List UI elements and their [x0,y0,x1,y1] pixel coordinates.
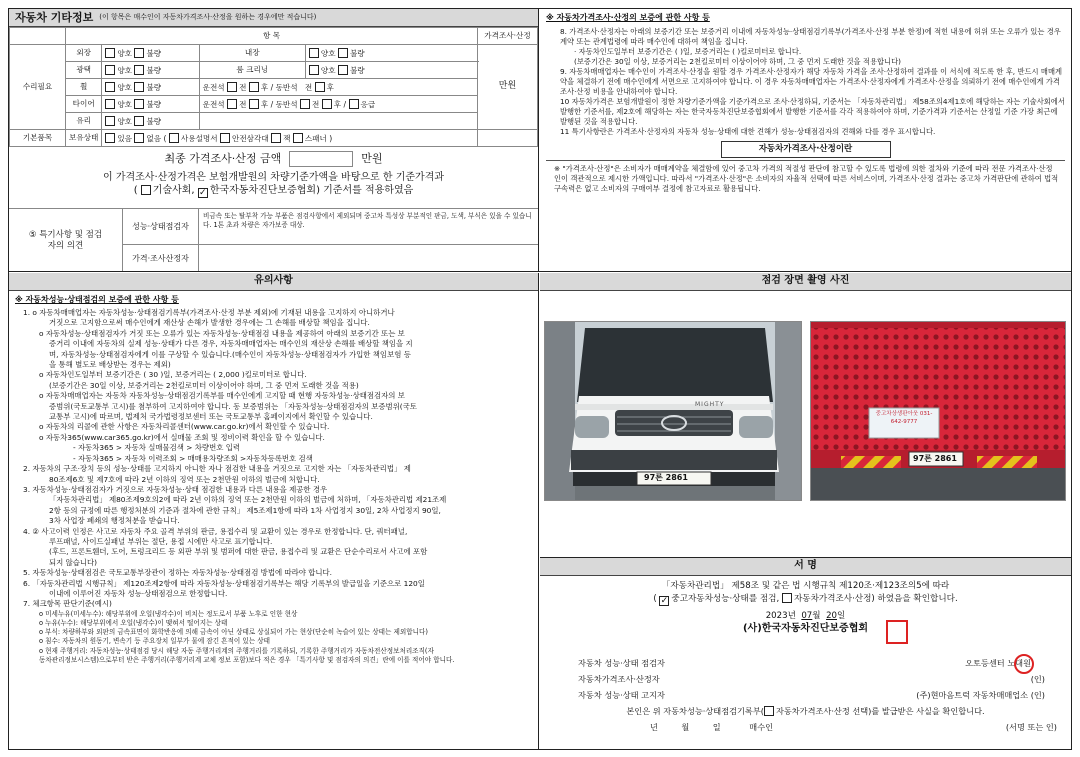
law-line: 「자동차관리법」 제58조 및 같은 법 시행규칙 제120조·제123조의5에 따라 [661,581,950,591]
rear-sign-text: 중고차상생판아웃 031-642-9777 [875,411,933,425]
notes-line: o 자동차성능·상태점검자가 거짓 또는 오류가 있는 자동차성능·상태점검 내용을 제공하여 아래의 보증기간 또는 보 [39,328,405,338]
repair-needed-label: 수리필요 [10,45,66,130]
clause-11: 11 특기사항란은 가격조사·산정자의 자동차 성능·상태에 대한 견해가 성능·상태점검자의 견해와 다를 경우 표시합니다. [560,127,936,136]
clause-8: 8. 가격조사·산정자는 아래의 보증기간 또는 보증거리 이내에 자동차성능·상태점검기록부(가격조사·산정 부분 한정)에 적힌 내용에 허위 또는 오류가 있는 경우 계약 또는 관계법령에 따라 매수인에 대하여 책임을 집니다. [560,27,1061,46]
front-plate-text: 97론 2861 [644,473,688,482]
receipt-line: 본인은 위 자동차성능·상태점검기록부( 자동차가격조사·산정 선택)를 발급받은 사실을 확인합니다. [626,706,985,716]
notes-line: 80조제6호 및 제7호에 따라 2년 이하의 징역 또는 2천만원 이하의 벌금에 처합니다. [49,474,320,484]
rear-truck-photo [810,321,1066,501]
notes-heading: ※ 자동차성능·상태점검의 보증에 관한 사항 등 [15,295,179,304]
checkbox[interactable] [227,82,237,92]
notes-line: 7. 체크항목 판단기준(예시) [23,599,112,609]
notes-line: 교통부 고시)에 따르며, 법제처 국가법령정보센터 또는 국토교통부 홈페이지에서 확인할 수 있습니다. [49,412,373,422]
checkbox[interactable] [134,65,144,75]
section-title: 자동차 기타정보 [15,10,94,24]
final-price-unit: 만원 [361,152,383,166]
rear-plate-text: 97론 2861 [913,454,957,463]
checkbox[interactable] [293,133,303,143]
notes-line: (후드, 프론트휀더, 도어, 트렁크리드 등 외판 부위 및 범퍼에 대한 판금, 용접수리 및 교환은 단순수리로서 사고에 포함 [49,547,428,557]
basis-line2: ( 기술사회, ✓ 한국자동차진단보증협회) 기준서를 적용하였음 [133,184,414,198]
special-notes-block [9,209,538,271]
price-guarantee-section [540,9,1071,271]
performance-inspector-label: 성능·상태점검자 [123,209,199,244]
notes-line: 증거리 이내에 자동차의 실제 성능·상태가 다른 경우, 자동차매매업자는 매수인의 재산상 손해를 배상할 책임을 지 [49,339,413,349]
checkbox[interactable] [134,133,144,143]
notes-line: o 자동차365(www.car365.go.kr)에서 실매물 조회 및 정비이력 확인을 할 수 있습니다. [39,432,325,442]
checkbox-price[interactable] [782,593,792,603]
notes-line: 3. 자동차성능·상태점검자가 거짓으로 자동차성능·상태 점검한 내용과 다른 내용을 제공한 경우 [23,484,328,494]
notes-line: 루프패널, 사이드실패널 부위는 절단, 용접 시에만 사고로 표기합니다. [49,536,273,546]
notes-line: 증범위(국토교통부 고시)를 첨부하여 고지하여야 합니다. 동 보증범위는 「자동차성능·상태점검자의 보증범위(국토 [49,401,417,411]
checkbox[interactable] [227,99,237,109]
notifier-row: 자동차 성능·상태 고지자 (주)현마음트럭 자동차매매업소 (인) [578,690,1045,700]
clause-10: 10 자동차가격은 보험개발원이 정한 차량기준가액을 기준가격으로 조사·산정하되, 기준서는 「자동차관리법」 제58조의4제1호에 해당하는 자는 기술사회에서 발행한 기준서를, 제2호에 해당하는 자는 한국자동차진단보증협회에서 발행한 기준서를 각각 적용하여야 하며, 기준가격과 기준서는 산정일 기준 가장 최근에 발행된 것을 적용합니다. [560,97,1065,126]
issue-date: 2023년 07월 20일 [765,610,846,621]
notes-line: - 자동차365 > 자동차 실매물검색 > 차량번호 입력 [73,443,240,453]
price-definition-text: ※ "가격조사·산정"은 소비자가 매매계약을 체결함에 있어 중고차 가격의 적절성 판단에 참고할 수 있도록 법령에 의한 절차와 기준에 따라 전문 가격조사·산정인이 객관적으로 제시한 가액입니다. 따라서 "가격조사·산정"은 소비자의 자율적 선택에 따른 서비스이며, 가격조사·산정 결과는 중고차 가격판단에 관하여 법적 구속력은 없고 소비자의 구매여부 결정에 참고자료로 활용됩니다. [546,160,1065,194]
interior-options[interactable]: 양호 불량 [305,45,477,62]
checkbox[interactable] [105,99,115,109]
notes-criteria-list [15,610,532,665]
confirm-line: ( ✓ 중고자동차성능·상태를 점검, 자동차가격조사·산정) 하였음을 확인합니다. [653,593,958,606]
photos-title: 점검 장면 촬영 사진 [540,273,1071,291]
special-notes-label: ⑤ 특기사항 및 점검자의 의견 [9,209,123,271]
checkbox[interactable] [300,99,310,109]
checkbox[interactable] [322,99,332,109]
notes-line: 3차 사업장 폐쇄의 행정처분을 받습니다. [49,516,180,526]
notes-line: o 자동차매매업자는 자동차 자동차성능·상태점검기록부를 매수인에게 고지할 때 현행 자동차성능·상태점검자의 보 [39,391,405,401]
notes-line: 되지 않습니다) [49,557,98,567]
notes-line: 2항 등의 규정에 따른 행정처분의 기준과 절차에 관한 규칙」 제5조제1항에 따라 1차 사업정지 30일, 2차 사업정지 90일, [49,505,441,515]
checkbox-receipt[interactable] [764,706,774,716]
criteria-line: o 미세누유(미세누수): 해당부위에 오일(냉각수)이 비치는 정도로서 부품 노후로 인한 현상 [39,609,298,618]
notes-line: (보증기간은 30일 이상, 보증거리는 2천킬로미터 이상이어야 하며, 그 중 먼저 도래한 것을 적용) [49,380,359,390]
price-header: 가격조사·산정 [478,28,538,45]
gloss-label: 광택 [66,62,102,79]
tire-label: 타이어 [66,96,102,113]
checkbox[interactable] [338,65,348,75]
performance-inspector-note: 비금속 또는 탈부착 가능 부품은 점검사항에서 제외되며 중고차 특성상 부분적인 판금, 도색, 부식은 있을 수 있습니다. 1톤 초과 차량은 자가보증 대상. [203,212,532,229]
wheel-position[interactable]: 운전석 전 후 / 동반석 전 후 [199,79,477,96]
holding-options[interactable]: 있음 없음 ( 사용설명서 안전삼각대 잭 스패너 ) [102,130,478,147]
items-header: 항 목 [66,28,478,45]
notes-line: 5. 자동차성능·상태점검은 국토교통부장관이 정하는 자동차성능·상태점검 방법에 따라야 합니다. [23,568,332,578]
photos-section [540,273,1071,557]
criteria-line: o 부식: 차량하부와 외판의 금속표면이 화학반응에 의해 금속이 아닌 상태로 상실되어 가는 현상(단순히 녹슬어 있는 상태는 제외합니다) [39,628,428,637]
clause-9: 9. 자동차매매업자는 매수인이 가격조사·산정을 원할 경우 가격조사·산정자가 해당 자동차 가격을 조사·산정하여 결과를 이 서식에 적도록 한 후, 반드시 매매계약을 체결하기 전에 매수인에게 서면으로 고지하여야 합니다. 이 경우 자동차매매업자는 가격조사·산정자에게 가격조사·산정을 의뢰하기 전에 매수인에게 가격조사·산정 비용을 안내하여야 합니다. [560,67,1063,96]
checkbox[interactable] [349,99,359,109]
checkbox[interactable] [134,116,144,126]
checkbox[interactable] [220,133,230,143]
pricer-row: 자동차가격조사·산정자 (인) [578,674,1045,684]
checkbox[interactable] [105,65,115,75]
price-inspector-note [199,245,538,271]
price-guarantee-heading: ※ 자동차가격조사·산정의 보증에 관한 사항 등 [546,13,710,22]
checkbox[interactable] [271,133,281,143]
notes-list [15,308,532,610]
wheel-options[interactable]: 양호 불량 [102,79,199,96]
checkbox-performance[interactable]: ✓ [660,595,669,606]
interior-label: 내장 [199,45,305,62]
checkbox[interactable] [309,65,319,75]
notes-line: 「자동차관리법」 제80조제9호의2에 따라 2년 이하의 징역 또는 2천만원 이하의 벌금에 처하며, 「자동차관리법 제21조제 [49,495,447,505]
truck-brand-text: MIGHTY [695,401,725,408]
glass-label: 유리 [66,113,102,130]
checkbox[interactable] [134,82,144,92]
notes-section [9,273,539,750]
vehicle-other-info-section [9,9,539,271]
checkbox[interactable] [249,82,259,92]
exterior-options[interactable]: 양호 불량 [102,45,199,62]
notes-line: 1. o 자동차매매업자는 자동차성능·상태점검기록부(가격조사·산정 부분 제외)에 기재된 내용을 고지하지 아니하거나 [23,308,395,317]
notes-line: 을 통해 별도로 배상받는 경우는 제외) [49,360,171,370]
checkbox[interactable] [249,99,259,109]
section-subtitle: (이 항목은 매수인이 자동차가격조사·산정을 원하는 경우에만 적습니다) [99,13,317,22]
notes-line: 4. ② 사고이력 인정은 사고로 자동차 주요 골격 부위의 판금, 용접수리 및 교환이 있는 경우로 한정합니다. 단, 쿼터패널, [23,526,408,536]
notes-line: 며, 자동차성능·상태점검자에게 이를 구상할 수 있습니다.(매수인이 자동차성능·상태점검자가 가입한 책임보험 등 [49,349,411,359]
basic-items-label: 기본품목 [10,130,66,147]
notes-line: 이내에 이루어진 자동차 성능·상태점검으로 한정합니다. [49,588,228,598]
checkbox[interactable] [134,99,144,109]
checkbox[interactable] [309,48,319,58]
criteria-line: o 현재 주행거리: 자동차성능·상태점검 당시 해당 자동 주행거리계의 주행거리를 기록하되, 기록한 주행거리가 자동차전산정보처리조직(자 [39,646,434,655]
signature-title: 서 명 [540,558,1071,576]
checkbox[interactable] [134,48,144,58]
price-definition-title: 자동차가격조사·산정이란 [721,141,891,158]
checkbox[interactable] [105,133,115,143]
price-inspector-label: 가격·조사산정자 [123,245,199,271]
criteria-line: o 누유(누수): 해당부위에서 오일(냉각수)이 맺혀서 떨어지는 상태 [39,618,228,627]
notes-line: - 자동차365 > 자동차 이력조회 > 매매용차량조회 >자동차등록번호 검색 [73,453,313,463]
clause-8b: · 자동차인도일부터 보증기간은 ( )일, 보증거리는 ( )킬로미터로 합니다. [574,47,802,56]
basis-line1: 이 가격조사·산정가격은 보험개발원의 차량기준가액을 바탕으로 한 기준가격과 [102,172,445,183]
inspector-seal [1014,654,1034,674]
tire-options[interactable]: 양호 불량 [102,96,199,113]
checkbox[interactable] [105,116,115,126]
notes-title: 유의사항 [9,273,538,291]
notes-line: o 자동차인도일부터 보증기간은 ( 30 )일, 보증거리는 ( 2,000 )킬로미터로 합니다. [39,370,307,380]
inspection-record-page [8,8,1072,750]
association-name: (사)한국자동차진단보증협회 [742,623,869,635]
price-manwon: 만원 [478,45,538,130]
checkbox[interactable] [105,82,115,92]
checkbox-kaida[interactable]: ✓ [199,187,207,198]
checkbox[interactable] [105,48,115,58]
notes-line: 거짓으로 고지함으로써 매수인에게 재산상 손해가 발생한 경우에는 그 손해를 배상할 책임을 집니다. [49,318,370,328]
criteria-line: o 침수: 자동차의 원동기, 변속기 등 주요장치 일부가 물에 잠긴 흔적이 있는 상태 [39,637,270,646]
holding-label: 보유상태 [66,130,102,147]
signature-section [540,557,1071,750]
glass-options[interactable]: 양호 불량 [102,113,199,130]
checkbox[interactable] [315,82,325,92]
buyer-row: 년 월 일 매수인 (서명 또는 인) [650,722,1057,732]
room-cleaning-label: 룸 크리닝 [199,62,305,79]
front-truck-photo [544,321,802,501]
divider [9,271,1071,272]
checkbox-tech-society[interactable] [141,185,151,195]
exterior-label: 외장 [66,45,102,62]
final-price-label: 최종 가격조사·산정 금액 [164,152,282,166]
notes-line: 2. 자동차의 구조·장치 등의 성능·상태를 고지하지 아니한 자나 점검한 내용을 거짓으로 고지한 자는 「자동차관리법」 제 [23,464,411,474]
notes-line: o 자동차의 리콜에 관한 사항은 자동차리콜센터(www.car.go.kr)에서 확인할 수 있습니다. [39,422,330,432]
checkbox[interactable] [338,48,348,58]
checkbox[interactable] [169,133,179,143]
clause-8c: (보증기간은 30일 이상, 보증거리는 2천킬로미터 이상이어야 하며, 그 중 먼저 도래한 것을 적용합니다) [574,57,901,66]
inspector-row: 자동차 성능·상태 점검자 오토등센터 노대원 [578,658,1031,668]
gloss-options[interactable]: 양호 불량 [102,62,199,79]
wheel-label: 휠 [66,79,102,96]
tire-position[interactable]: 운전석 전 후 / 동반석 전 후 / 응급 [199,96,477,113]
room-options[interactable]: 양호 불량 [305,62,477,79]
association-seal [886,620,908,644]
notes-line: 6. 「자동차관리법 시행규칙」 제120조제2항에 따라 자동차성능·상태점검기록부는 해당 기록부의 발급일을 기준으로 120일 [23,578,425,588]
final-price-input[interactable] [289,151,353,167]
final-price-block [9,147,538,209]
criteria-line: 동차관리정보시스템)으로부터 받은 주행거리(주행거리계 교체 정보 포함)보다 적은 경우 「특기사항 및 점검자의 의견」란에 이를 적어야 합니다. [39,655,455,664]
repair-items-table [9,27,538,147]
